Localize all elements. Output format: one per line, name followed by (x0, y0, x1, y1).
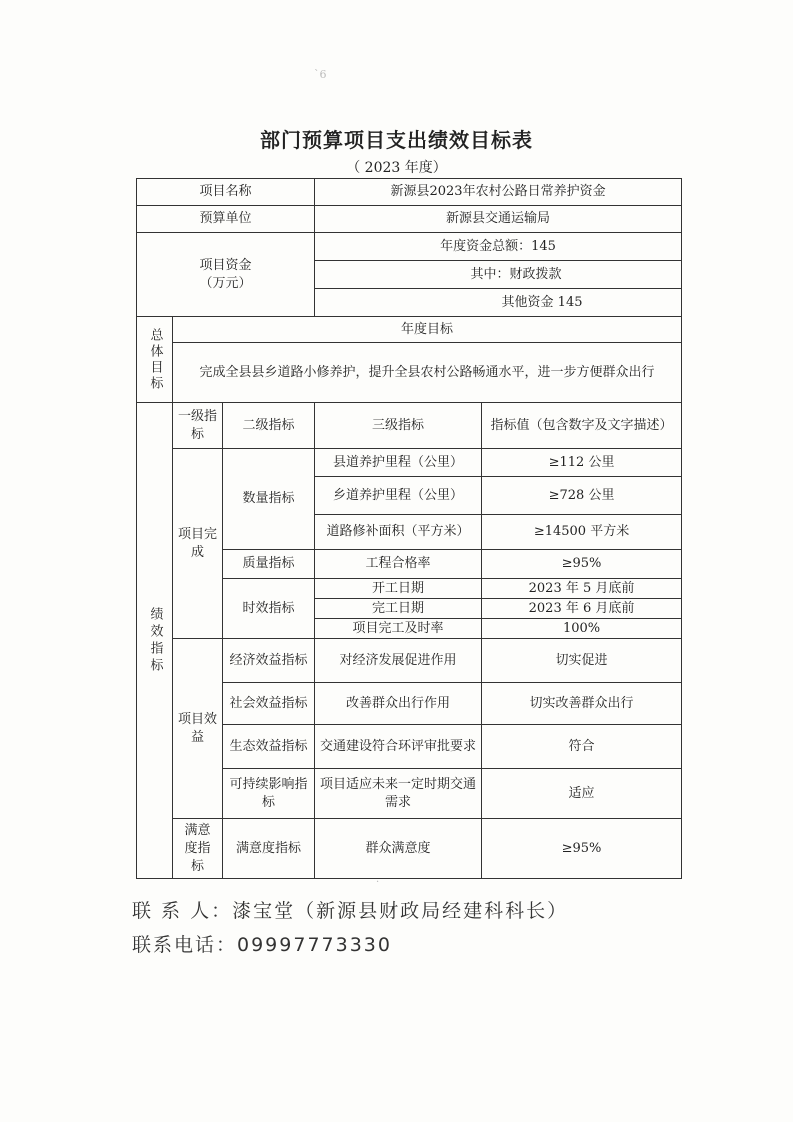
indicator-value: 符合 (482, 725, 682, 769)
year-label: （ 2023 年度） (346, 160, 447, 176)
level3-item: 交通建设符合环评审批要求 (315, 725, 482, 769)
row-annual-goal (137, 343, 682, 403)
budget-unit-label: 预算单位 (137, 206, 315, 233)
indicator-value: ≥14500 平方米 (482, 515, 682, 550)
indicator-value: 2023 年 6 月底前 (482, 599, 682, 619)
performance-table (136, 178, 682, 879)
contact-person: 联 系 人：漆宝堂（新源县财政局经建科科长） (132, 900, 569, 922)
perf-indicator-label: 绩效指标 (137, 403, 173, 879)
col-level3-header: 三级指标 (315, 403, 482, 449)
funds-label (137, 233, 315, 317)
level3-item: 项目完工及时率 (315, 619, 482, 639)
level2-ecological: 生态效益指标 (223, 725, 315, 769)
overall-goal-label: 总体目标 (137, 317, 173, 403)
row-project-name (137, 179, 682, 206)
annual-goal-header: 年度目标 (173, 317, 682, 343)
indicator-value: 适应 (482, 769, 682, 819)
page-title: 部门预算项目支出绩效目标表 (260, 128, 533, 152)
row-annual-goal-header (137, 317, 682, 343)
annual-goal-text: 完成全县县乡道路小修养护，提升全县农村公路畅通水平，进一步方便群众出行 (173, 343, 682, 403)
indicator-value: ≥95% (482, 550, 682, 579)
funds-label-line1: 项目资金 (199, 257, 252, 273)
indicator-value: 切实促进 (482, 639, 682, 683)
level3-item: 对经济发展促进作用 (315, 639, 482, 683)
level1-benefit: 项目效益 (173, 639, 223, 819)
level3-item: 改善群众出行作用 (315, 683, 482, 725)
funds-label-line2: （万元） (199, 275, 252, 291)
funds-total: 年度资金总额：145 (315, 233, 682, 261)
level2-timeliness: 时效指标 (223, 579, 315, 639)
level3-item: 完工日期 (315, 599, 482, 619)
level3-item: 群众满意度 (315, 819, 482, 879)
scan-mark-2: · (376, 877, 380, 888)
funds-fiscal: 其中：财政拨款 (315, 261, 682, 289)
level2-satisfaction: 满意度指标 (223, 819, 315, 879)
indicator-value: ≥112 公里 (482, 449, 682, 477)
indicator-value: ≥728 公里 (482, 477, 682, 515)
indicator-value: 切实改善群众出行 (482, 683, 682, 725)
level3-item: 工程合格率 (315, 550, 482, 579)
table-row (137, 819, 682, 879)
row-funds-total (137, 233, 682, 261)
budget-unit-value: 新源县交通运输局 (315, 206, 682, 233)
level2-quantity: 数量指标 (223, 449, 315, 550)
table-row (137, 449, 682, 477)
level3-item: 道路修补面积（平方米） (315, 515, 482, 550)
level3-item: 乡道养护里程（公里） (315, 477, 482, 515)
level3-item: 项目适应未来一定时期交通需求 (315, 769, 482, 819)
indicator-value: 100% (482, 619, 682, 639)
level2-economic: 经济效益指标 (223, 639, 315, 683)
row-perf-header (137, 403, 682, 449)
project-name-value: 新源县2023年农村公路日常养护资金 (315, 179, 682, 206)
indicator-value: 2023 年 5 月底前 (482, 579, 682, 599)
funds-other: 其他资金 145 (315, 289, 682, 317)
level1-completion: 项目完成 (173, 449, 223, 639)
col-level2-header: 二级指标 (223, 403, 315, 449)
project-name-label: 项目名称 (137, 179, 315, 206)
indicator-value: ≥95% (482, 819, 682, 879)
level1-satisfaction: 满意度指标 (173, 819, 223, 879)
level3-item: 县道养护里程（公里） (315, 449, 482, 477)
level2-quality: 质量指标 (223, 550, 315, 579)
level2-social: 社会效益指标 (223, 683, 315, 725)
table-row (137, 639, 682, 683)
col-value-header: 指标值（包含数字及文字描述） (482, 403, 682, 449)
level3-item: 开工日期 (315, 579, 482, 599)
scan-mark: `6 (314, 68, 327, 81)
col-level1-header: 一级指标 (173, 403, 223, 449)
contact-phone: 联系电话：09997773330 (132, 934, 392, 956)
level2-sustainable: 可持续影响指标 (223, 769, 315, 819)
row-budget-unit (137, 206, 682, 233)
